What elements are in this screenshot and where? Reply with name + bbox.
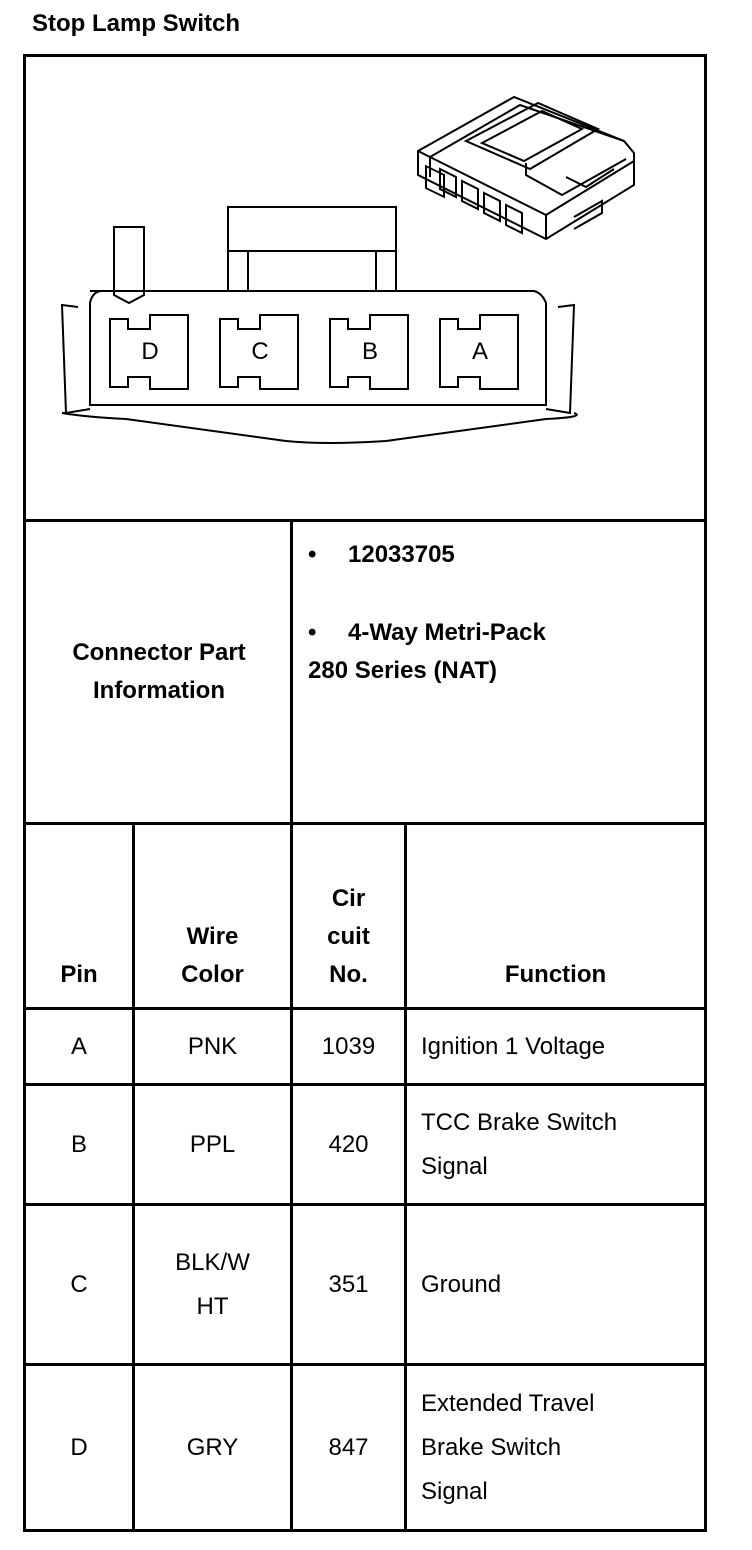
description-line: 280 Series (NAT) [308,657,497,684]
cell-line: D [70,1433,88,1461]
cell-line: HT [196,1292,229,1320]
cell-line: 1039 [321,1032,376,1060]
cell-line: 420 [328,1130,369,1158]
cell-line: PPL [189,1130,236,1158]
cell-line: Signal [421,1477,488,1505]
header-circuit-no [293,880,404,994]
divider [404,822,407,1532]
cell-line: B [70,1130,87,1158]
cavity-label-d: D [141,338,159,365]
table-cell-wire [135,1086,290,1203]
table-cell-wire [135,1206,290,1363]
table-cell-function [421,1366,704,1529]
table-cell-pin [26,1086,132,1203]
cell-line: A [70,1032,87,1060]
table-cell-pin [26,1206,132,1363]
table-cell-pin [26,1010,132,1083]
info-label-line: Information [92,677,225,704]
cell-line: Ignition 1 Voltage [421,1032,606,1060]
header-wire-color [135,918,290,994]
table-cell-circuit [293,1366,404,1529]
connector-isometric-drawing [418,97,634,239]
cell-line: 351 [328,1270,369,1298]
table-cell-wire [135,1366,290,1529]
header-function: Function [504,961,607,988]
table-cell-wire [135,1010,290,1083]
cell-line: Extended Travel [421,1389,595,1417]
connector-part-info-label [26,522,292,822]
cavity-label-c: C [251,338,269,365]
cell-line: 847 [328,1433,369,1461]
cell-line: PNK [187,1032,238,1060]
part-number: 12033705 [348,541,455,568]
cell-line: GRY [186,1433,239,1461]
cell-line: Brake Switch [421,1433,562,1461]
info-item-description [308,614,698,690]
header-pin: Pin [60,961,98,988]
info-label-line: Connector Part [72,639,246,666]
header-circuit-line: Cir [331,885,366,912]
table-cell-function [421,1010,704,1083]
connector-diagram [26,57,704,519]
table-cell-circuit [293,1086,404,1203]
bullet: • [308,619,317,646]
divider [23,822,707,825]
table-cell-function [421,1206,704,1363]
table-cell-pin [26,1366,132,1529]
header-wire-line: Color [181,961,244,988]
cell-line: C [70,1270,88,1298]
table-cell-circuit [293,1206,404,1363]
header-circuit-line: No. [329,961,368,988]
header-circuit-line: cuit [327,923,370,950]
cell-line: Signal [421,1152,488,1180]
cell-line: Ground [421,1270,502,1298]
page-title: Stop Lamp Switch [32,10,241,37]
info-item-part-number [308,536,698,574]
table-cell-circuit [293,1010,404,1083]
connector-face-drawing [62,207,577,443]
table-cell-function [421,1086,704,1203]
cell-line: TCC Brake Switch [421,1108,618,1136]
bullet: • [308,541,317,568]
cavity-label-b: B [361,338,379,365]
connector-part-info-list [308,536,698,730]
cavity-label-a: A [471,338,489,365]
cell-line: BLK/W [175,1248,250,1276]
description-line: 4-Way Metri-Pack [348,619,546,646]
header-wire-line: Wire [186,923,239,950]
